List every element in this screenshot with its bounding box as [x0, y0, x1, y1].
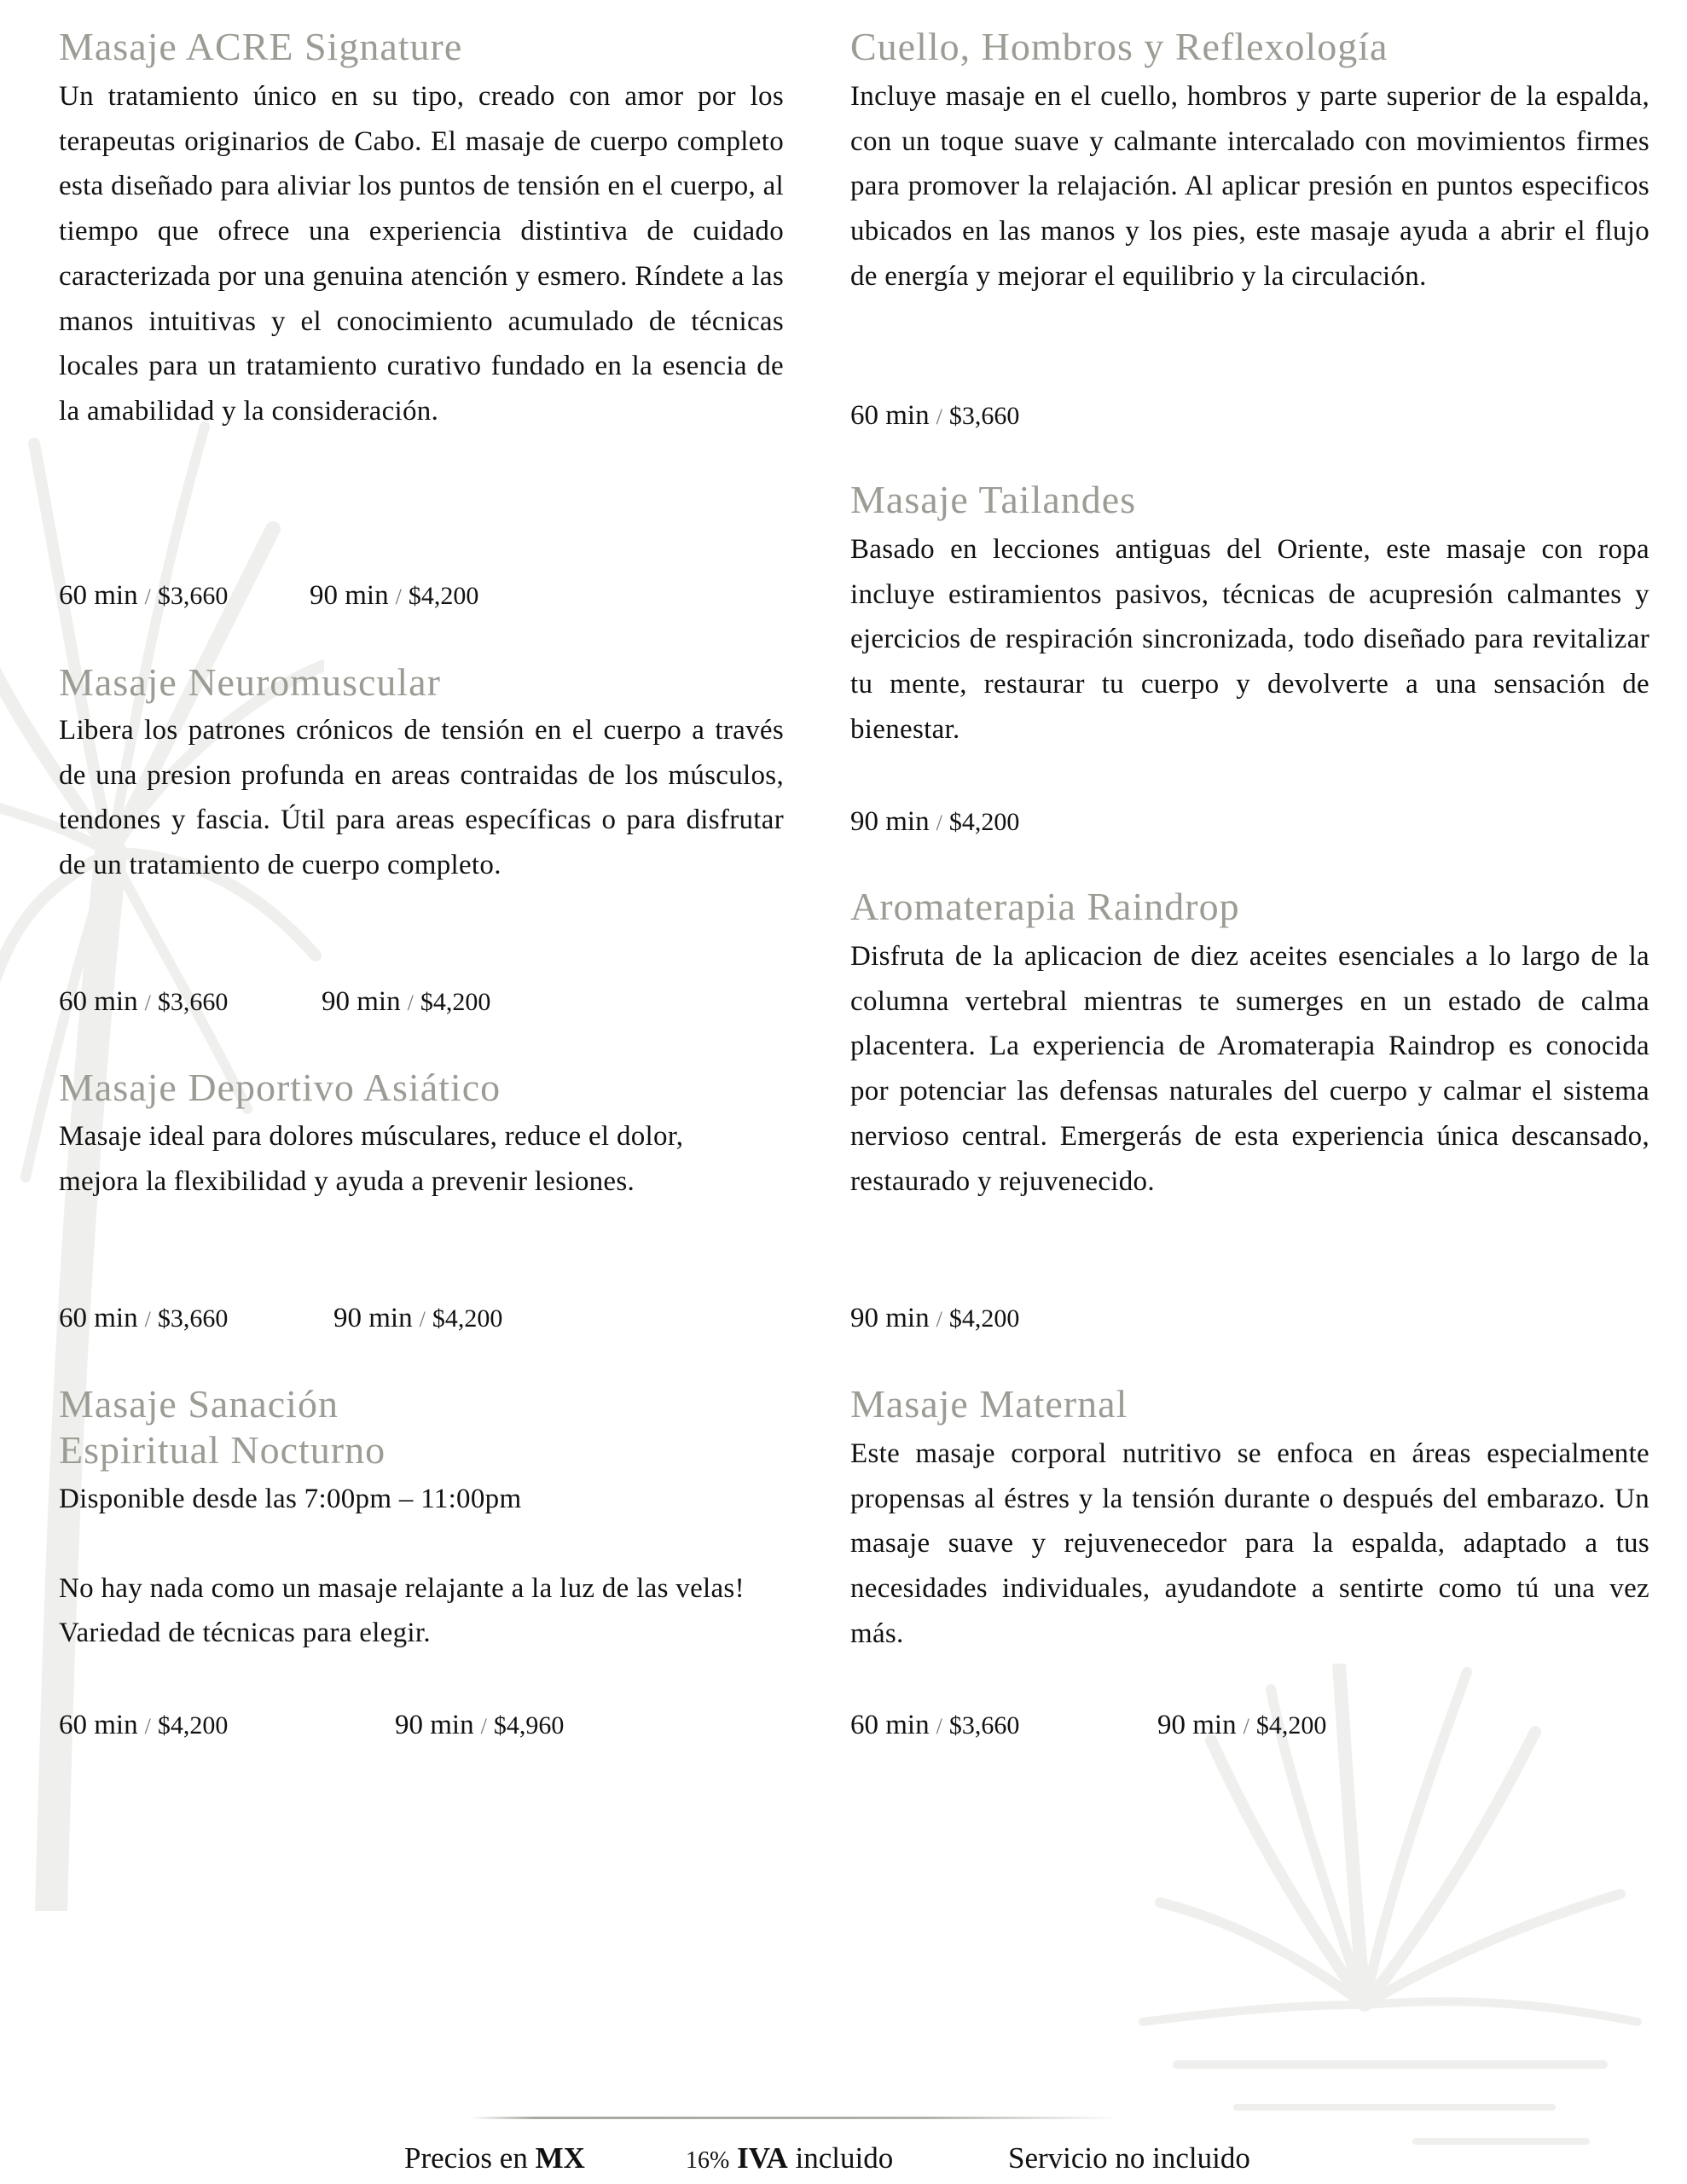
footer-currency — [404, 2140, 585, 2177]
price-option — [59, 1301, 228, 1337]
divider-slash: / — [936, 1714, 942, 1739]
service-title: Masaje ACRE Signature — [59, 25, 463, 68]
price-option — [59, 985, 228, 1020]
price-option — [395, 1708, 564, 1744]
price-value: $4,960 — [493, 1711, 565, 1740]
footer-divider — [470, 2117, 1118, 2119]
price-value: $3,660 — [157, 1304, 229, 1333]
price-value: $4,200 — [948, 1304, 1020, 1333]
service-title-line2: Espiritual Nocturno — [59, 1428, 386, 1472]
divider-slash: / — [936, 810, 942, 835]
duration: 90 min — [310, 580, 389, 611]
service-title: Aromaterapia Raindrop — [850, 885, 1240, 928]
price-option — [850, 1708, 1019, 1744]
service-cuello-hombros-reflexologia — [850, 24, 1649, 299]
service-maternal — [850, 1381, 1649, 1657]
footer-tax-percent: 16% — [686, 2147, 730, 2174]
price-option — [850, 804, 1019, 840]
footer-service: Servicio no incluido — [1008, 2141, 1250, 2175]
service-description: Este masaje corporal nutritivo se enfoca en áreas especialmente propensas al éstres y la tensión durante o después del embarazo. Un masaje suave y rejuvenecedor para la espalda, adaptado a tus necesidades individuales, ayudandote a sentirte como tú una vez más. — [850, 1438, 1649, 1649]
service-neuromuscular — [59, 659, 784, 888]
duration: 60 min — [850, 400, 930, 431]
price-option — [310, 578, 478, 614]
duration: 90 min — [1157, 1710, 1237, 1740]
footer-currency-label: Precios en — [404, 2141, 536, 2175]
service-description: No hay nada como un masaje relajante a la luz de las velas! Variedad de técnicas para elegir. — [59, 1572, 745, 1649]
divider-slash: / — [144, 990, 151, 1015]
duration: 90 min — [322, 986, 401, 1017]
divider-slash: / — [407, 990, 414, 1015]
price-value: $3,660 — [157, 582, 229, 610]
service-description: Libera los patrones crónicos de tensión en el cuerpo a través de una presion profunda en areas contraidas de los músculos, tendones y fascia. Útil para areas específicas o para disfrutar de un tratamiento de cuerpo completo. — [59, 715, 784, 881]
price-value: $4,200 — [408, 582, 479, 610]
price-option — [850, 1301, 1019, 1337]
price-option — [850, 398, 1019, 434]
service-acre-signature — [59, 24, 784, 434]
service-title: Cuello, Hombros y Reflexología — [850, 25, 1388, 68]
price-value: $4,200 — [420, 988, 491, 1016]
price-value: $3,660 — [157, 988, 229, 1016]
divider-slash: / — [480, 1714, 487, 1739]
service-description: Basado en lecciones antiguas del Oriente, este masaje con ropa incluye estiramientos pasivos, técnicas de acupresión calmantes y ejercicios de respiración sincronizada, todo diseñado para revitalizar tu mente, restaurar tu cuerpo y devolverte a una sensación de bienestar. — [850, 534, 1649, 745]
price-option — [59, 1708, 228, 1744]
service-description: Un tratamiento único en su tipo, creado con amor por los terapeutas originarios de Cabo. El masaje de cuerpo completo esta diseñado para aliviar los puntos de tensión en el cuerpo, al tiempo que ofrece una experiencia distintiva de cuidado caracterizada por una genuina atención y esmero. Ríndete a las manos intuitivas y el conocimiento acumulado de técnicas locales para un tratamiento curativo fundado en la esencia de la amabilidad y la consideración. — [59, 81, 784, 427]
service-description: Disfruta de la aplicacion de diez aceites esenciales a lo largo de la columna vertebral mientras te sumerges en un estado de calma placentera. La experiencia de Aromaterapia Raindrop es conocida por potenciar las defensas naturales del cuerpo y calmar el sistema nervioso central. Emergerás de esta experiencia única descansado, restaurado y rejuvenecido. — [850, 941, 1649, 1197]
duration: 90 min — [850, 1303, 930, 1333]
service-title-line1: Masaje Sanación — [59, 1382, 339, 1426]
duration: 60 min — [59, 986, 138, 1017]
price-value: $3,660 — [948, 402, 1020, 430]
service-title: Masaje Neuromuscular — [59, 660, 441, 704]
price-value: $4,200 — [432, 1304, 503, 1333]
service-aromaterapia-raindrop — [850, 884, 1649, 1204]
divider-slash: / — [936, 1307, 942, 1332]
service-sanacion-espiritual-nocturno — [59, 1381, 784, 1656]
price-option — [333, 1301, 502, 1337]
duration: 90 min — [333, 1303, 413, 1333]
service-tailandes — [850, 477, 1649, 752]
price-option — [322, 985, 490, 1020]
duration: 90 min — [395, 1710, 474, 1740]
service-description: Incluye masaje en el cuello, hombros y parte superior de la espalda, con un toque suave y calmante intercalado con movimientos firmes para promover la relajación. Al aplicar presión en puntos especificos ubicados en las manos y los pies, este masaje ayuda a abrir el flujo de energía y mejorar el equilibrio y la circulación. — [850, 81, 1649, 292]
footer-tax-name: IVA — [737, 2141, 788, 2175]
divider-slash: / — [395, 584, 402, 609]
divider-slash: / — [419, 1307, 426, 1332]
duration: 90 min — [850, 806, 930, 837]
price-option — [1157, 1708, 1326, 1744]
service-title: Masaje Maternal — [850, 1382, 1128, 1426]
price-option — [59, 578, 228, 614]
service-title: Masaje Tailandes — [850, 478, 1137, 521]
divider-slash: / — [1243, 1714, 1249, 1739]
footer-currency-code: MX — [535, 2141, 585, 2175]
service-deportivo-asiatico — [59, 1065, 784, 1204]
duration: 60 min — [850, 1710, 930, 1740]
duration: 60 min — [59, 580, 138, 611]
service-availability: Disponible desde las 7:00pm – 11:00pm — [59, 1484, 522, 1514]
price-value: $4,200 — [157, 1711, 229, 1740]
duration: 60 min — [59, 1303, 138, 1333]
divider-slash: / — [144, 584, 151, 609]
divider-slash: / — [144, 1307, 151, 1332]
duration: 60 min — [59, 1710, 138, 1740]
price-value: $3,660 — [948, 1711, 1020, 1740]
footer-tax-suffix: incluido — [787, 2141, 894, 2175]
divider-slash: / — [936, 404, 942, 429]
price-value: $4,200 — [948, 808, 1020, 836]
service-title: Masaje Deportivo Asiático — [59, 1066, 501, 1109]
price-value: $4,200 — [1255, 1711, 1327, 1740]
footer-tax — [686, 2140, 893, 2180]
service-description: Masaje ideal para dolores músculares, reduce el dolor, mejora la flexibilidad y ayuda a prevenir lesiones. — [59, 1121, 684, 1197]
divider-slash: / — [144, 1714, 151, 1739]
